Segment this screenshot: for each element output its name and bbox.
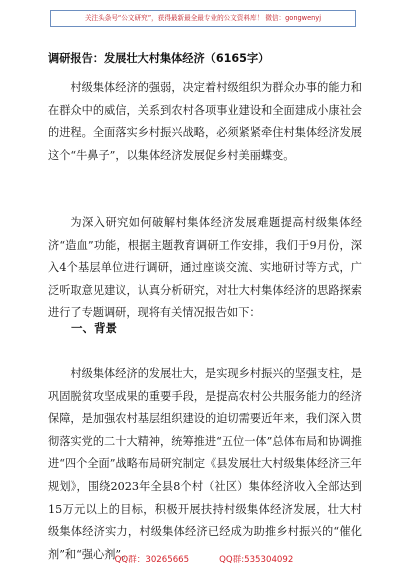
footer-qq-group-1: QQ群：30265665 <box>114 555 190 565</box>
section-heading-background: 一、背景 <box>71 321 117 335</box>
document-title: 调研报告：发展壮大村集体经济（6165字） <box>48 52 270 65</box>
footer-qq-group-2: QQ群:535304092 <box>219 555 294 565</box>
header-banner: 关注头条号“公文研究”，获得最新最全最专业的公文资料库！ 微信：gongwenyj <box>50 10 356 27</box>
footer <box>0 553 408 565</box>
background-paragraph: 村级集体经济的发展壮大，是实现乡村振兴的坚强支柱，是巩固脱贫攻坚成果的重要手段，是提高农村公共服务能力的经济保障，是加强农村基层组织建设的迫切需要近年来，我们深入贯彻落实党的二十大精神，统筹推进“五位一体”总体布局和协调推进“四个全面”战略布局研究制定《县发展壮大村级集体经济三年规划》，围绕2023年全县8个村（社区）集体经济收入全部达到15万元以上的目标，积极开展扶持村级集体经济发展，壮大村级集体经济实力，村级集体经济已经成为助推乡村振兴的“催化剂”和“强心剂”。 <box>48 367 362 561</box>
method-paragraph: 为深入研究如何破解村集体经济发展难题提高村级集体经济“造血”功能，根据主题教育调研工作安排，我们于9月份，深入4个基层单位进行调研，通过座谈交流、实地研讨等方式，广泛听取意见建议，认真分析研究，对壮大村集体经济的思路探索进行了专题调研，现将有关情况报告如下： <box>48 216 362 320</box>
intro-paragraph: 村级集体经济的强弱，决定着村级组织为群众办事的能力和在群众中的威信，关系到农村各项事业建设和全面建成小康社会的进程。全面落实乡村振兴战略，必须紧紧牵住村集体经济发展这个“牛鼻子”，以集体经济发展促乡村美丽蝶变。 <box>48 81 362 162</box>
